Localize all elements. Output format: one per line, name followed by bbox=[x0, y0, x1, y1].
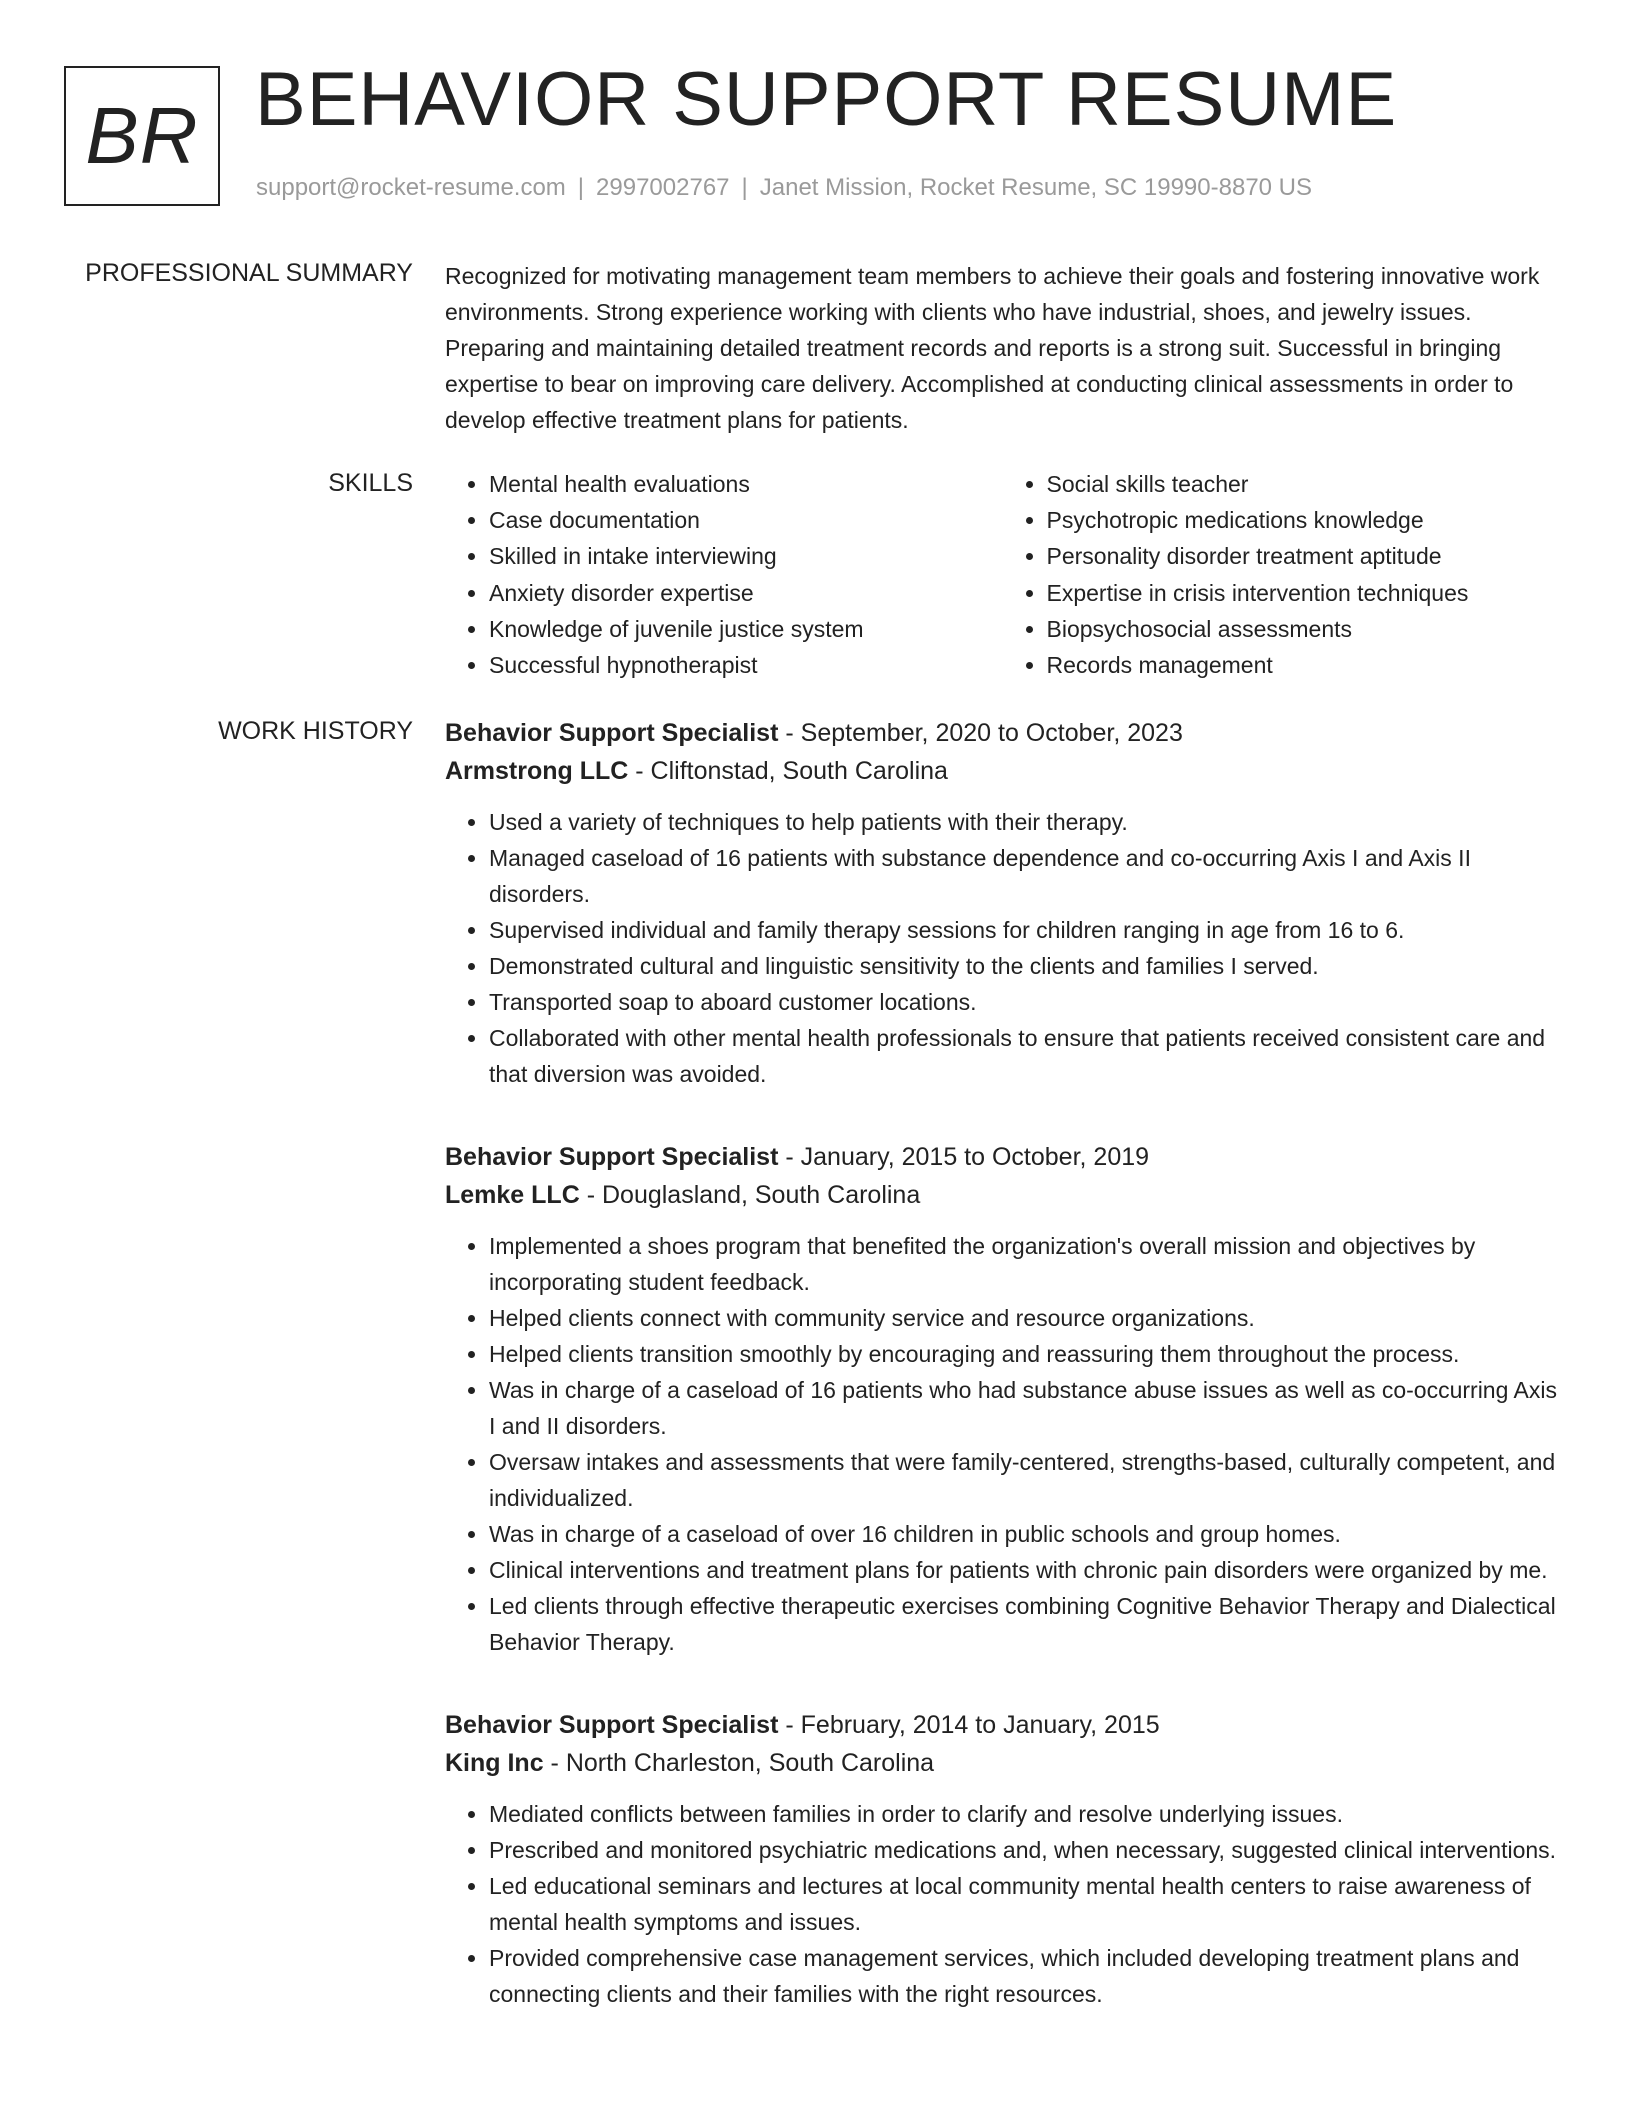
job-bullet: • Led clients through effective therapeutic exercises combining Cognitive Behavior Therapy and Dialectical Behavior Therapy. bbox=[489, 1588, 1560, 1660]
skill-item: • Psychotropic medications knowledge bbox=[1047, 502, 1561, 538]
job-bullet: • Helped clients connect with community service and resource organizations. bbox=[489, 1300, 1560, 1336]
job-title-line bbox=[445, 714, 1560, 752]
job-bullet: • Used a variety of techniques to help patients with their therapy. bbox=[489, 804, 1560, 840]
job-company: King Inc bbox=[445, 1749, 544, 1777]
contact-separator: | bbox=[741, 174, 748, 201]
contact-line bbox=[256, 174, 1312, 202]
skill-item: • Successful hypnotherapist bbox=[489, 647, 1003, 683]
summary-body bbox=[445, 258, 1560, 438]
job-company-line bbox=[445, 1176, 1560, 1214]
job-entry bbox=[445, 714, 1560, 1092]
job-dates: - January, 2015 to October, 2019 bbox=[778, 1143, 1150, 1171]
job-bullets bbox=[445, 1796, 1560, 2012]
job-bullet: • Implemented a shoes program that benefited the organization's overall mission and objectives by incorporating student feedback. bbox=[489, 1228, 1560, 1300]
job-title: Behavior Support Specialist bbox=[445, 719, 779, 747]
job-bullet: • Helped clients transition smoothly by encouraging and reassuring them throughout the process. bbox=[489, 1336, 1560, 1372]
job-dates: - September, 2020 to October, 2023 bbox=[778, 719, 1183, 747]
job-title-line bbox=[445, 1706, 1560, 1744]
skills-body bbox=[445, 466, 1560, 683]
skill-item: • Biopsychosocial assessments bbox=[1047, 611, 1561, 647]
skill-item: • Anxiety disorder expertise bbox=[489, 575, 1003, 611]
job-bullet: • Clinical interventions and treatment plans for patients with chronic pain disorders were organized by me. bbox=[489, 1552, 1560, 1588]
job-company-line bbox=[445, 752, 1560, 790]
job-title: Behavior Support Specialist bbox=[445, 1143, 779, 1171]
contact-email: support@rocket-resume.com bbox=[256, 174, 566, 201]
job-entry bbox=[445, 1706, 1560, 2012]
job-bullet: • Led educational seminars and lectures at local community mental health centers to raise awareness of mental health symptoms and issues. bbox=[489, 1868, 1560, 1940]
job-entry bbox=[445, 1138, 1560, 1660]
job-bullet: • Collaborated with other mental health professionals to ensure that patients received consistent care and that diversion was avoided. bbox=[489, 1020, 1560, 1092]
job-bullet: • Prescribed and monitored psychiatric medications and, when necessary, suggested clinical interventions. bbox=[489, 1832, 1560, 1868]
job-title: Behavior Support Specialist bbox=[445, 1711, 779, 1739]
skill-item: • Personality disorder treatment aptitude bbox=[1047, 538, 1561, 574]
job-company: Lemke LLC bbox=[445, 1181, 580, 1209]
job-company-line bbox=[445, 1744, 1560, 1782]
job-bullet: • Managed caseload of 16 patients with substance dependence and co-occurring Axis I and Axis II disorders. bbox=[489, 840, 1560, 912]
job-bullet: • Transported soap to aboard customer locations. bbox=[489, 984, 1560, 1020]
summary-text: Recognized for motivating management team members to achieve their goals and fostering innovative work environments. Strong experience working with clients who have industrial, shoes, and jewelry issues. Preparing and maintaining detailed treatment records and reports is a strong suit. Successful in bringing expertise to bear on improving care delivery. Accomplished at conducting clinical assessments in order to develop effective treatment plans for patients. bbox=[445, 263, 1540, 433]
monogram-text: BR bbox=[85, 91, 199, 180]
work-history-body bbox=[445, 714, 1560, 2058]
job-bullet: • Demonstrated cultural and linguistic sensitivity to the clients and families I served. bbox=[489, 948, 1560, 984]
contact-address: Janet Mission, Rocket Resume, SC 19990-8870 US bbox=[759, 174, 1313, 201]
skills-list-left bbox=[445, 466, 1003, 683]
job-location: - North Charleston, South Carolina bbox=[543, 1749, 935, 1777]
section-label-skills: SKILLS bbox=[328, 469, 413, 497]
skills-list-right bbox=[1003, 466, 1561, 683]
skill-item: • Skilled in intake interviewing bbox=[489, 538, 1003, 574]
job-location: - Cliftonstad, South Carolina bbox=[628, 757, 948, 785]
skills-columns bbox=[445, 466, 1560, 683]
job-bullet: • Oversaw intakes and assessments that were family-centered, strengths-based, culturally competent, and individualized. bbox=[489, 1444, 1560, 1516]
job-company: Armstrong LLC bbox=[445, 757, 629, 785]
job-bullet: • Provided comprehensive case management services, which included developing treatment plans and connecting clients and their families with the right resources. bbox=[489, 1940, 1560, 2012]
contact-separator: | bbox=[577, 174, 585, 201]
contact-phone: 2997002767 bbox=[596, 174, 730, 201]
job-bullet: • Mediated conflicts between families in order to clarify and resolve underlying issues. bbox=[489, 1796, 1560, 1832]
job-bullet: • Was in charge of a caseload of 16 patients who had substance abuse issues as well as co-occurring Axis I and II disorders. bbox=[489, 1372, 1560, 1444]
job-location: - Douglasland, South Carolina bbox=[579, 1181, 921, 1209]
skill-item: • Knowledge of juvenile justice system bbox=[489, 611, 1003, 647]
section-label-summary: PROFESSIONAL SUMMARY bbox=[85, 259, 413, 287]
skill-item: • Expertise in crisis intervention techniques bbox=[1047, 575, 1561, 611]
job-bullets bbox=[445, 1228, 1560, 1660]
job-bullet: • Was in charge of a caseload of over 16 children in public schools and group homes. bbox=[489, 1516, 1560, 1552]
job-bullet: • Supervised individual and family therapy sessions for children ranging in age from 16 to 6. bbox=[489, 912, 1560, 948]
skill-item: • Mental health evaluations bbox=[489, 466, 1003, 502]
job-bullets bbox=[445, 804, 1560, 1092]
job-title-line bbox=[445, 1138, 1560, 1176]
skill-item: • Social skills teacher bbox=[1047, 466, 1561, 502]
section-label-work: WORK HISTORY bbox=[218, 717, 413, 745]
skill-item: • Case documentation bbox=[489, 502, 1003, 538]
skill-item: • Records management bbox=[1047, 647, 1561, 683]
job-dates: - February, 2014 to January, 2015 bbox=[778, 1711, 1160, 1739]
resume-title: BEHAVIOR SUPPORT RESUME bbox=[255, 57, 1398, 142]
monogram-badge bbox=[64, 66, 220, 206]
